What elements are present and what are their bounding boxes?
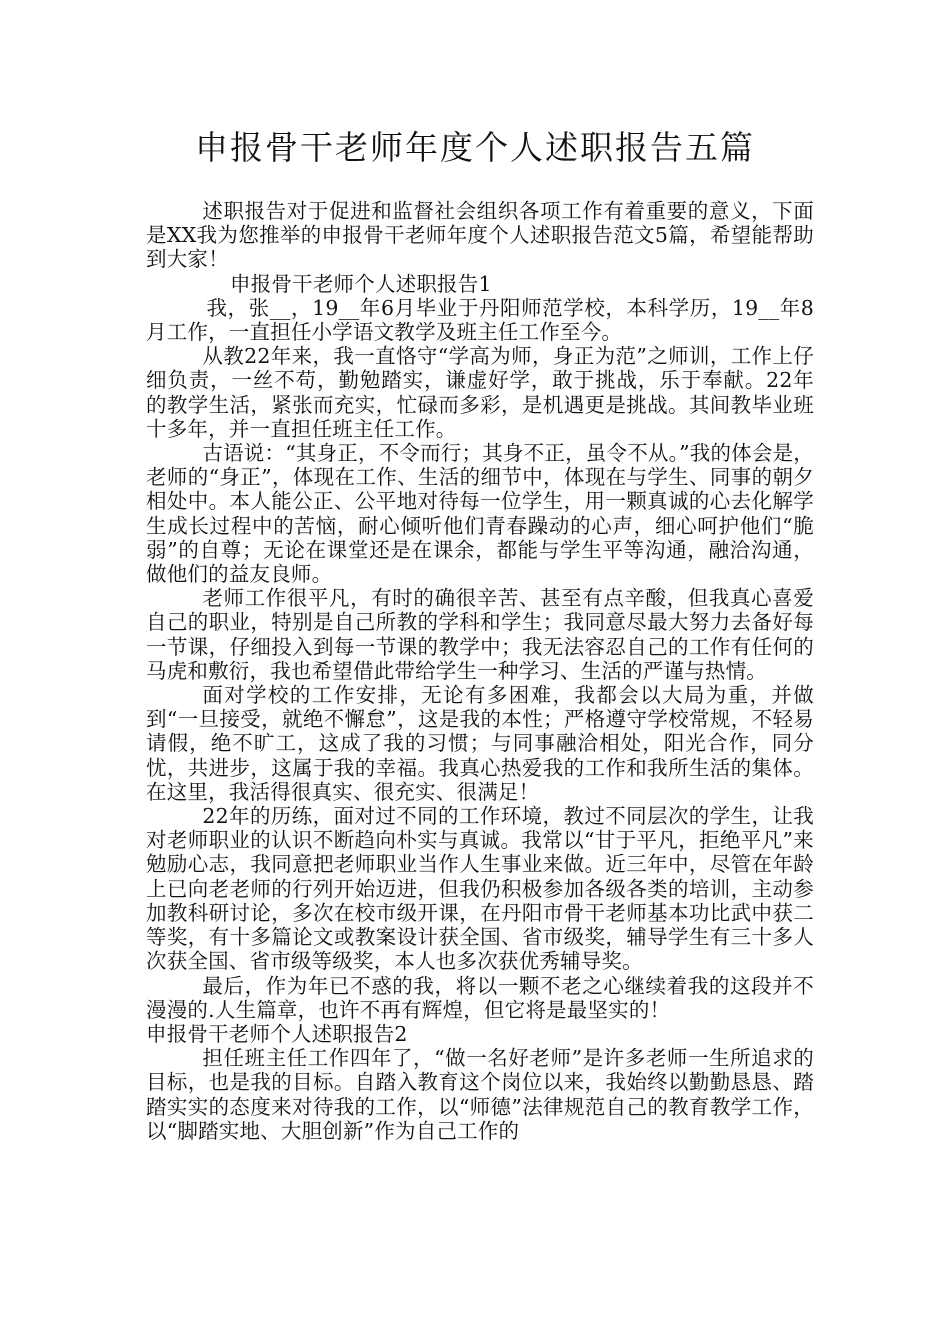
document-title: 申报骨干老师年度个人述职报告五篇 — [195, 128, 755, 167]
report2-paragraph: 担任班主任工作四年了，“做一名好老师”是许多老师一生所追求的目标，也是我的目标。自踏入教育这个岗位以来，我始终以勤勤恳恳、踏踏实实的态度来对待我的工作，以“师德”法律规范自己的教育教学工作，以“脚踏实地、大胆创新”作为自己工作的 — [146, 1046, 814, 1143]
report2-heading: 申报骨干老师个人述职报告2 — [146, 1021, 408, 1046]
report1-paragraph: 从教22年来，我一直恪守“学高为师，身正为范”之师训，工作上仔细负责，一丝不苟，勤勉踏实，谦虚好学，敢于挑战，乐于奉献。22年的教学生活，紧张而充实，忙碌而多彩，是机遇更是挑战。其间教毕业班十多年，并一直担任班主任工作。 — [146, 344, 814, 441]
intro-paragraph: 述职报告对于促进和监督社会组织各项工作有着重要的意义，下面是XX我为您推举的申报骨干老师年度个人述职报告范文5篇，希望能帮助到大家！ — [146, 199, 814, 272]
report1-paragraph: 老师工作很平凡，有时的确很辛苦、甚至有点辛酸，但我真心喜爱自己的职业，特别是自己所教的学科和学生；我同意尽最大努力去备好每一节课，仔细投入到每一节课的教学中；我无法容忍自己的工作有任何的马虎和敷衍，我也希望借此带给学生一种学习、生活的严谨与热情。 — [146, 586, 814, 683]
document-body — [146, 199, 814, 1143]
report1-heading: 申报骨干老师个人述职报告1 — [230, 271, 492, 296]
report1-paragraph: 面对学校的工作安排，无论有多困难，我都会以大局为重，并做到“一旦接受，就绝不懈怠”，这是我的本性；严格遵守学校常规，不轻易请假，绝不旷工，这成了我的习惯；与同事融洽相处，阳光合作，同分忧，共进步，这属于我的幸福。我真心热爱我的工作和我所生活的集体。在这里，我活得很真实、很充实、很满足！ — [146, 683, 814, 804]
report1-paragraph: 我，张__，19__年6月毕业于丹阳师范学校，本科学历，19__年8月工作，一直担任小学语文教学及班主任工作至今。 — [146, 295, 814, 345]
report1-paragraph: 古语说：“其身正，不令而行；其身不正，虽令不从。”我的体会是，老师的“身正”，体现在工作、生活的细节中，体现在与学生、同事的朝夕相处中。本人能公正、公平地对待每一位学生，用一颗真诚的心去化解学生成长过程中的苦恼，耐心倾听他们青春躁动的心声，细心呵护他们“脆弱”的自尊；无论在课堂还是在课余，都能与学生平等沟通，融洽沟通，做他们的益友良师。 — [146, 441, 814, 587]
report1-paragraph: 最后，作为年已不惑的我，将以一颗不老之心继续着我的这段并不漫漫的.人生篇章，也许不再有辉煌，但它将是最坚实的！ — [146, 973, 814, 1022]
report1-paragraph: 22年的历练，面对过不同的工作环境，教过不同层次的学生，让我对老师职业的认识不断趋向朴实与真诚。我常以“甘于平凡，拒绝平凡”来勉励心志，我同意把老师职业当作人生事业来做。近三年中，尽管在年龄上已向老老师的行列开始迈进，但我仍积极参加各级各类的培训，主动参加教科研讨论，多次在校市级开课，在丹阳市骨干老师基本功比武中获二等奖，有十多篇论文或教案设计获全国、省市级奖，辅导学生有三十多人次获全国、省市级等级奖，本人也多次获优秀辅导奖。 — [146, 804, 814, 974]
